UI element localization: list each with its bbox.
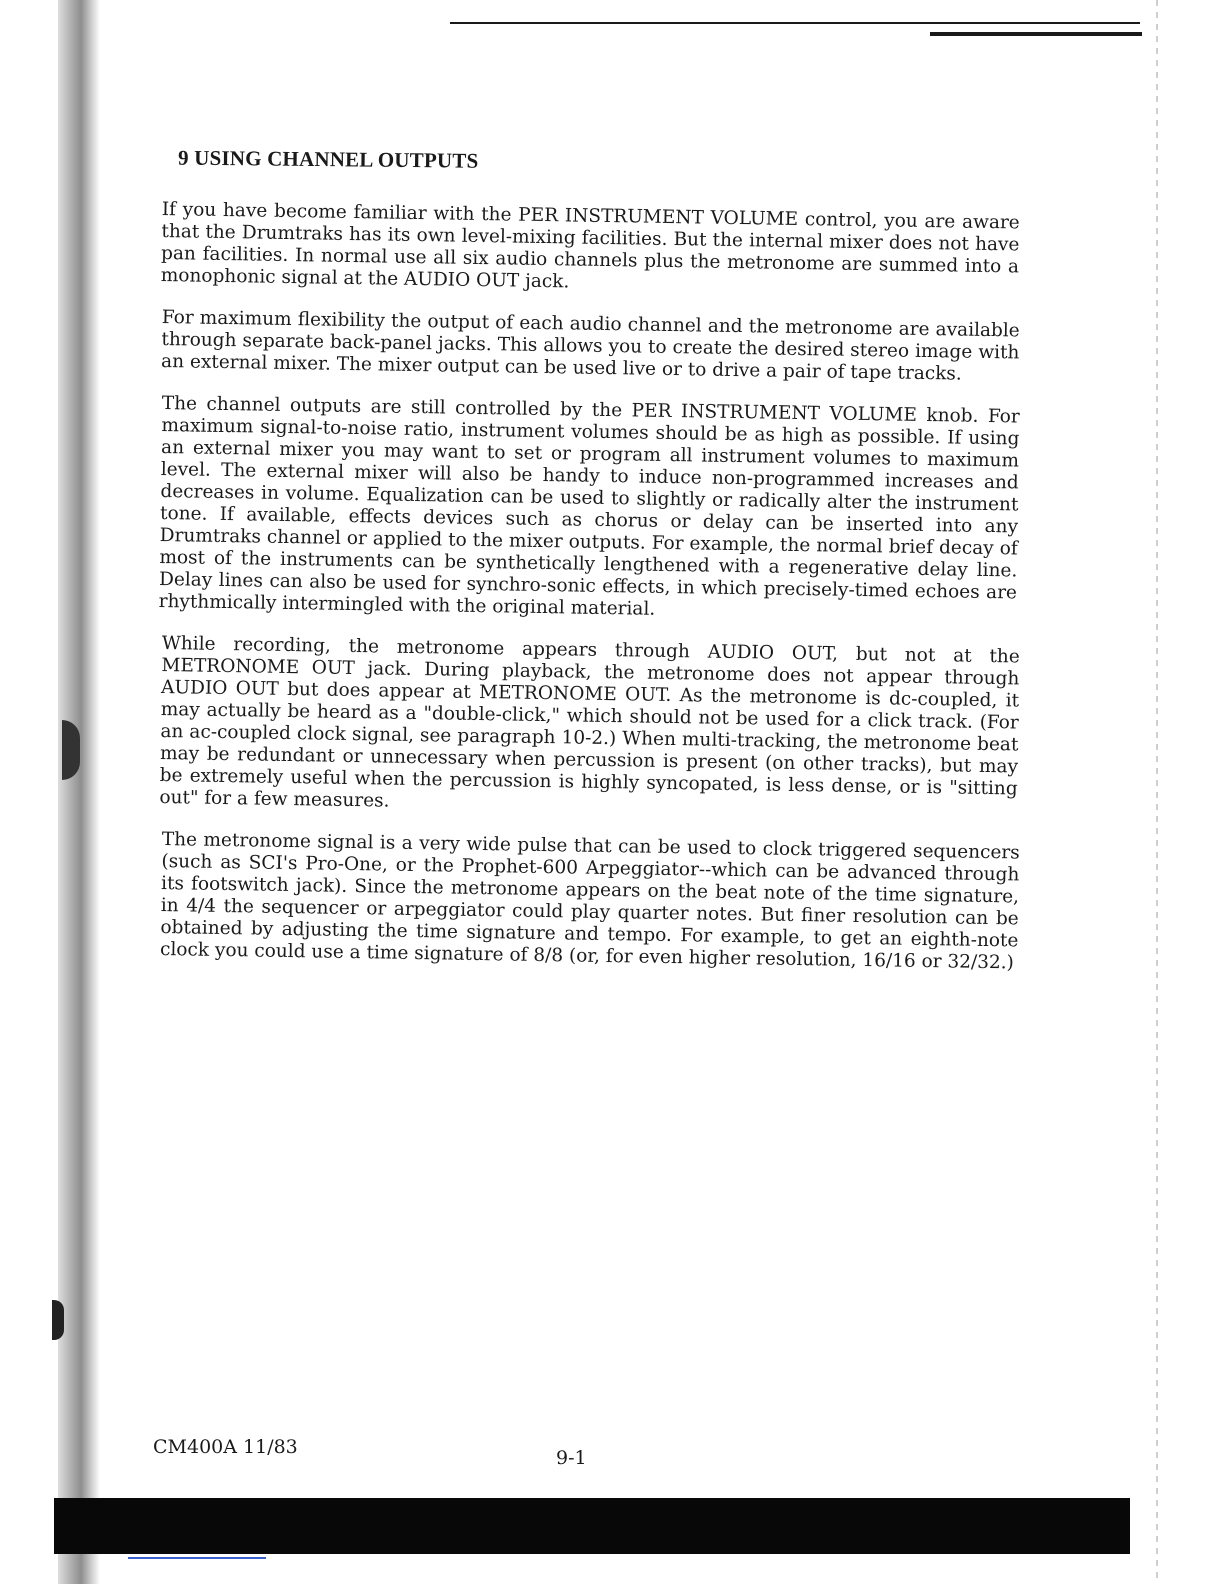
paragraph-2: For maximum flexibility the output of each audio channel and the metronome are available through separate back-panel jacks. This allows you to create the desired stereo image with an external mixer. The mixer output can be used live or to drive a pair of tape tracks.	[160, 307, 1020, 385]
scan-artifact-binding	[62, 720, 80, 780]
scan-bottom-bar	[54, 1498, 1130, 1554]
header-rule-thick	[930, 32, 1142, 36]
page-number: 9-1	[556, 1447, 587, 1469]
scan-shadow-left	[58, 0, 100, 1584]
scan-edge-right	[1156, 0, 1158, 1584]
paragraph-5: The metronome signal is a very wide pulse that can be used to clock triggered sequencers (such as SCI's Pro-One, or the Prophet-600 Arpeggiator--which can be advanced through its footswitch jack). Since the metronome appears on the beat note of the time signature, in 4/4 the sequencer or arpeggiator could play quarter notes. But finer resolution can be obtained by adjusting the time signature and tempo. For example, to get an eighth-note clock you could use a time signature of 8/8 (or, for even higher resolution, 16/16 or 32/32.)	[159, 829, 1020, 974]
document-body	[158, 145, 1020, 981]
scan-bottom-line	[128, 1557, 266, 1559]
scan-artifact-mark	[52, 1300, 64, 1340]
section-heading: 9 USING CHANNEL OUTPUTS	[177, 145, 479, 173]
paragraph-1: If you have become familiar with the PER INSTRUMENT VOLUME control, you are aware that the Drumtraks has its own level-mixing facilities. But the internal mixer does not have pan facilities. In normal use all six audio channels plus the metronome are summed into a monophonic signal at the AUDIO OUT jack.	[160, 199, 1020, 293]
document-code: CM400A 11/83	[153, 1436, 298, 1458]
paragraph-4: While recording, the metronome appears through AUDIO OUT, but not at the METRONOME OUT jack. During playback, the metronome does not appear through AUDIO OUT but does appear at METRONOME OUT. As the metronome is dc-coupled, it may actually be heard as a "double-click," which should not be used for a click track. (For an ac-coupled clock signal, see paragraph 10-2.) When multi-tracking, the metronome beat may be redundant or unnecessary when percussion is present (on other tracks), but may be extremely useful when the percussion is highly syncopated, is less dense, or is "sitting out" for a few measures.	[159, 633, 1020, 812]
header-rule	[450, 22, 1140, 24]
paragraph-3: The channel outputs are still controlled by the PER INSTRUMENT VOLUME knob. For maximum signal-to-noise ratio, instrument volumes should be as high as possible. If using an external mixer you may want to set or program all instrument volumes to maximum level. The external mixer will also be handy to induce non-programmed increases and decreases in volume. Equalization can be used to slightly or radically alter the instrument tone. If available, effects devices such as chorus or delay can be inserted into any Drumtraks channel or applied to the mixer outputs. For example, the normal brief decay of most of the instruments can be synthetically lengthened with a regenerative delay line. Delay lines can also be used for synchro-sonic effects, in which precisely-timed echoes are rhythmically intermingled with the original material.	[158, 393, 1020, 620]
